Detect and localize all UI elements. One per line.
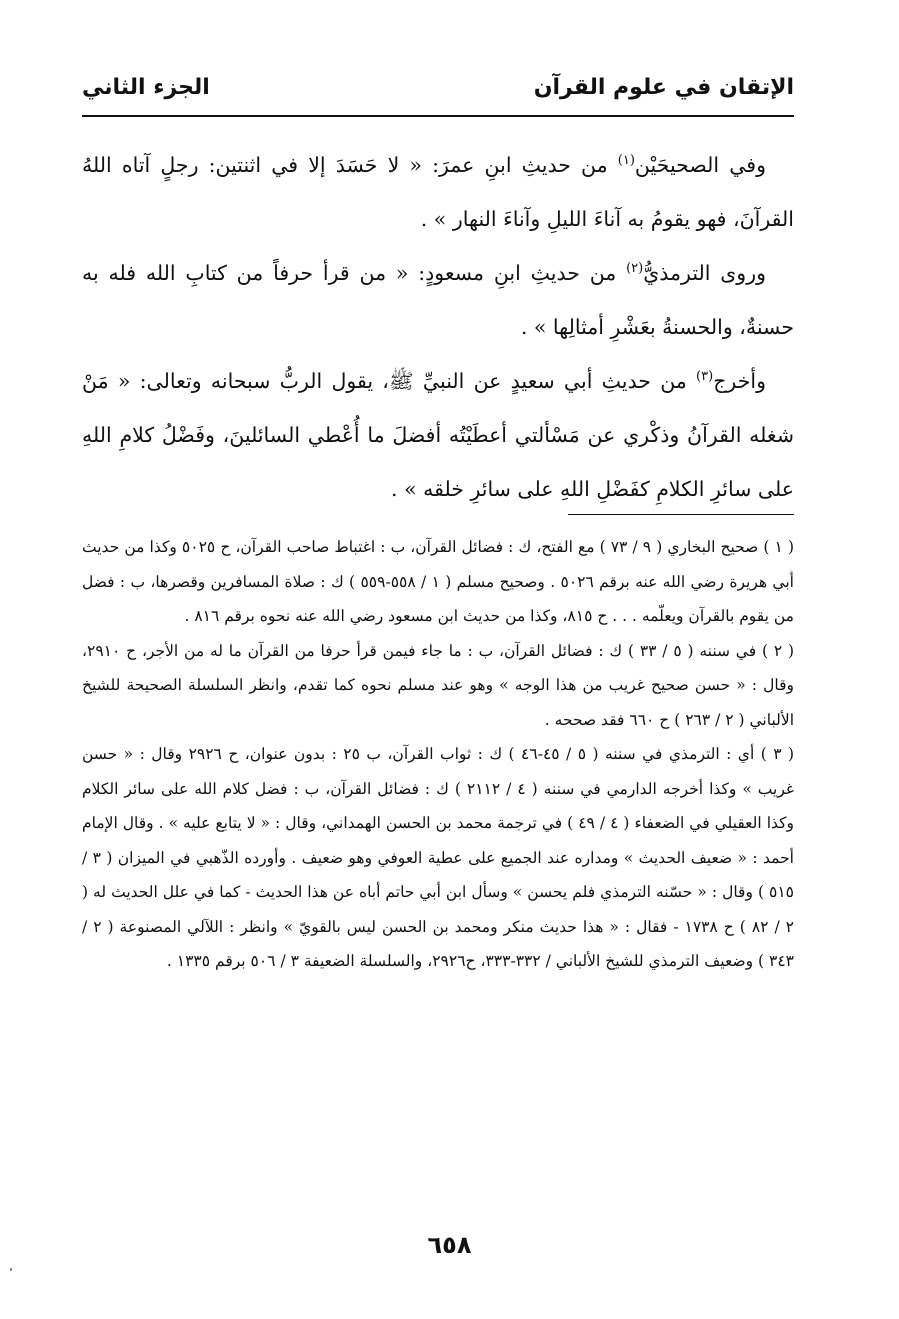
footnote-divider: [568, 514, 794, 515]
paragraph-3-start: وأخرج: [713, 369, 766, 393]
page-number: ٦٥٨: [427, 1231, 472, 1259]
volume-label: الجزء الثاني: [82, 75, 210, 100]
paragraph-2-rest: من حديثِ ابنِ مسعودٍ: « من قرأ حرفاً من كتابِ الله فله به حسنةٌ، والحسنةُ بعَشْرِ أمثالِها » .: [82, 261, 794, 339]
book-title: الإتقان في علوم القرآن: [533, 75, 794, 100]
footnote-marker-1: (١): [617, 153, 635, 169]
footnote-marker-2: (٢): [626, 261, 644, 277]
footnote-2: ( ٢ ) في سننه ( ٥ / ٣٣ ) ك : فضائل القرآن، ب : ما جاء فيمن قرأ حرفا من القرآن ما له من الأجر، ح ٢٩١٠، وقال : « حسن صحيح غريب من هذا الوجه » وهو عند مسلم نحوه كما تقدم، وانظر السلسلة الصحيحة للشيخ الألباني ( ٢ / ٢٦٣ ) ح ٦٦٠ فقد صححه .: [82, 641, 794, 729]
footnote-3: ( ٣ ) أي : الترمذي في سننه ( ٥ / ٤٥-٤٦ ) ك : ثواب القرآن، ب ٢٥ : بدون عنوان، ح ٢٩٢٦ وقال : « حسن غريب » وكذا أخرجه الدارمي في سننه ( ٤ / ٢١١٢ ) ك : فضائل القرآن، ب : فضل كلام الله على سائر الكلام وكذا العقيلي في الضعفاء ( ٤ / ٤٩ ) في ترجمة محمد بن الحسن الهمداني، وقال : « لا يتابع عليه » . وقال الإمام أحمد : « ضعيف الحديث » ومداره عند الجميع على عطية العوفي وهو ضعيف . وأورده الذّهبي في الميزان ( ٣ / ٥١٥ ) وقال : « حسّنه الترمذي فلم يحسن » وسأل ابن أبي حاتم أباه عن هذا الحديث - كما في علل الحديث له ( ٢ / ٨٢ ) ح ١٧٣٨ - فقال : « هذا حديث منكر ومحمد بن الحسن ليس بالقويّ » وانظر : اللآلي المصنوعة ( ٢ / ٣٤٣ ) وضعيف الترمذي للشيخ الألباني / ٣٣٢-٣٣٣، ح٢٩٢٦، والسلسلة الضعيفة ٣ / ٥٠٦ برقم ١٣٣٥ .: [82, 745, 795, 970]
main-text: [82, 138, 794, 516]
paragraph-3: [82, 354, 794, 516]
paragraph-2: [82, 246, 794, 354]
footnote-marker-3: (٣): [696, 369, 714, 385]
paragraph-1-start: وفي الصحيحَيْن: [634, 153, 767, 177]
running-header: [82, 62, 794, 106]
paragraph-2-start: وروى الترمذيُّ: [643, 261, 766, 285]
paragraph-1: [82, 138, 794, 246]
footnotes-section: [82, 530, 794, 979]
scan-artifact: [10, 1268, 12, 1271]
header-divider: [82, 115, 794, 117]
paragraph-1-rest: من حديثِ ابنِ عمرَ: « لا حَسَدَ إلا في اثنتين: رجلٍ آتاه اللهُ القرآنَ، فهو يقومُ به آناءَ الليلِ وآناءَ النهار » .: [82, 153, 794, 231]
footnote-1: ( ١ ) صحيح البخاري ( ٩ / ٧٣ ) مع الفتح، ك : فضائل القرآن، ب : اغتباط صاحب القرآن، ح ٥٠٢٥ وكذا من حديث أبي هريرة رضي الله عنه برقم ٥٠٢٦ . وصحيح مسلم ( ١ / ٥٥٨-٥٥٩ ) ك : صلاة المسافرين وقصرها، ب : فضل من يقوم بالقرآن ويعلّمه . . . ح ٨١٥، وكذا من حديث ابن مسعود رضي الله عنه نحوه برقم ٨١٦ .: [82, 538, 794, 625]
paragraph-3-rest: من حديثِ أبي سعيدٍ عن النبيِّ ﷺ، يقول الربُّ سبحانه وتعالى: « مَنْ شغله القرآنُ وذكْري عن مَسْألتي أعطَيْتُه أفضلَ ما أُعْطي السائلينَ، وفَضْلُ كلامِ اللهِ على سائرِ الكلامِ كفَضْلِ اللهِ على سائرِ خلقه » .: [82, 369, 794, 501]
